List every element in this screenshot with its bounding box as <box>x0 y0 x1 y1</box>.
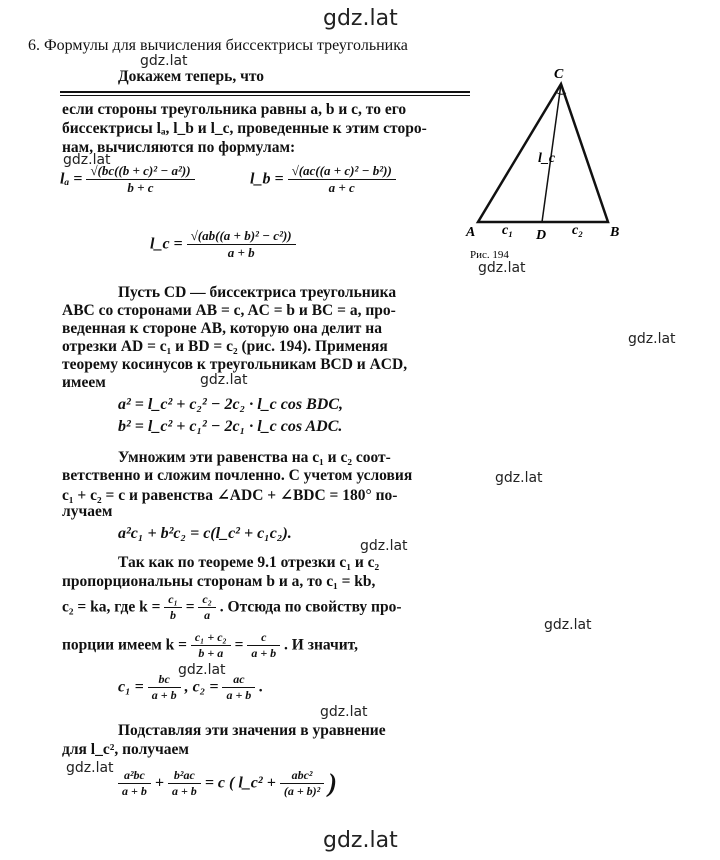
eq4-fraction-3-num: abc² <box>280 768 324 784</box>
proof-p3-line-4 <box>62 630 358 661</box>
k-fraction-4-num: c <box>247 630 280 646</box>
proof-line-5: теорему косинусов к треугольникам BCD и ACD, <box>62 356 408 373</box>
proof-line-2: ABC со сторонами AB = c, AC = b и BC = a, про- <box>62 302 396 319</box>
equals-sign: = <box>234 636 244 654</box>
watermark: gdz.lat <box>178 662 226 678</box>
proof-p3-line-3-start: c₂ = ka, где k = <box>62 598 161 616</box>
equals-sign: = <box>185 598 195 616</box>
eq4-fraction-1-den: a + b <box>122 784 147 798</box>
watermark: gdz.lat <box>320 704 368 720</box>
watermark: gdz.lat <box>140 53 188 69</box>
formula-lc-denominator: a + b <box>227 245 255 260</box>
intro-line: Докажем теперь, что <box>118 68 264 85</box>
proof-p3-line-3-end: . Отсюда по свойству про- <box>219 598 402 616</box>
eq4-fraction-3-den: (a + b)² <box>283 784 321 798</box>
formula-lb-fraction <box>288 163 396 196</box>
divider-rule-thin <box>60 95 470 96</box>
proof-line-3: веденная к стороне AB, которую она делит на <box>62 320 382 337</box>
c1-numerator: bc <box>148 672 181 688</box>
point-d-label: D <box>536 228 547 243</box>
k-fraction-4-den: a + b <box>251 646 277 660</box>
proof-p4-line-2: для l_c², получаем <box>62 741 189 758</box>
eq4-fraction-2-den: a + b <box>171 784 197 798</box>
theorem-line-2: биссектрисы lₐ, l_b и l_c, проведенные к этим сторо- <box>62 120 427 137</box>
watermark: gdz.lat <box>495 470 543 486</box>
watermark: gdz.lat <box>66 760 114 776</box>
formula-lb <box>250 163 396 196</box>
proof-line-1: Пусть CD — биссектриса треугольника <box>118 284 397 301</box>
formula-la-lhs: lₐ = <box>60 170 83 188</box>
segment-c2-label: c₂ <box>572 223 584 238</box>
k-fraction-3-den: b + a <box>198 646 224 660</box>
c2-lhs: , c₂ = <box>184 678 219 696</box>
k-fraction-4 <box>247 630 280 661</box>
eq4-end: ) <box>328 768 337 798</box>
watermark: gdz.lat <box>544 617 592 633</box>
formula-lb-denominator: a + c <box>328 180 355 195</box>
formula-lc-lhs: l_c = <box>150 235 183 253</box>
proof-p3-line-2: пропорциональны сторонам b и a, то c₁ = kb, <box>62 573 376 590</box>
period: . <box>259 678 264 696</box>
theorem-line-3: нам, вычисляются по формулам: <box>62 139 296 156</box>
eq4-plus: + <box>154 774 164 792</box>
proof-line-4: отрезки AD = c₁ и BD = c₂ (рис. 194). Применяя <box>62 338 388 355</box>
k-fraction-2 <box>198 592 216 623</box>
vertex-c-label: C <box>554 67 564 82</box>
watermark: gdz.lat <box>63 152 111 168</box>
c2-fraction <box>222 672 255 703</box>
k-fraction-3 <box>191 630 231 661</box>
c1-denominator: a + b <box>151 688 177 702</box>
k-fraction-2-den: a <box>204 608 211 622</box>
proof-line-6: имеем <box>62 374 106 391</box>
watermark: gdz.lat <box>200 372 248 388</box>
formula-lc <box>150 228 296 261</box>
eq4-fraction-2 <box>168 768 201 799</box>
k-fraction-2-num: c₂ <box>198 592 216 608</box>
watermark-bottom: gdz.lat <box>323 828 398 853</box>
k-fraction-3-num: c₁ + c₂ <box>191 630 231 646</box>
formula-la-denominator: b + c <box>127 180 154 195</box>
triangle-figure <box>458 62 678 262</box>
watermark-top: gdz.lat <box>323 6 398 31</box>
eq4-fraction-2-num: b²ac <box>168 768 201 784</box>
equation-2: b² = l_c² + c₁² − 2c₁ · l_c cos ADC. <box>118 418 343 435</box>
c2-denominator: a + b <box>226 688 252 702</box>
vertex-a-label: A <box>466 225 476 240</box>
proof-p3-line-3 <box>62 592 402 623</box>
k-fraction-1-den: b <box>170 608 177 622</box>
c1-fraction <box>148 672 181 703</box>
proof-p4-line-1: Подставляя эти значения в уравнение <box>118 722 386 739</box>
watermark: gdz.lat <box>478 260 526 276</box>
eq4-fraction-1 <box>118 768 151 799</box>
formula-lc-numerator: √(ab((a + b)² − c²)) <box>187 228 296 245</box>
equation-3: a²c₁ + b²c₂ = c(l_c² + c₁c₂). <box>118 525 292 542</box>
proof-p3-line-4-start: порции имеем k = <box>62 636 187 654</box>
proof-p2-line-3: c₁ + c₂ = c и равенства ∠ADC + ∠BDC = 180° по- <box>62 487 398 504</box>
proof-p3-line-1: Так как по теореме 9.1 отрезки c₁ и c₂ <box>118 554 380 571</box>
formula-la-fraction <box>86 163 194 196</box>
proof-p2-line-4: лучаем <box>62 503 113 520</box>
segment-c1-label: c₁ <box>502 223 514 238</box>
equation-1: a² = l_c² + c₂² − 2c₂ · l_c cos BDC, <box>118 396 343 413</box>
c1-c2-formula <box>118 672 263 703</box>
proof-p2-line-1: Умножим эти равенства на c₁ и c₂ соот- <box>118 449 391 466</box>
figure-caption: Рис. 194 <box>470 249 509 261</box>
formula-la-numerator: √(bc((b + c)² − a²)) <box>86 163 194 180</box>
k-fraction-1-num: c₁ <box>164 592 182 608</box>
watermark: gdz.lat <box>628 331 676 347</box>
theorem-line-1: если стороны треугольника равны a, b и c, то его <box>62 101 407 118</box>
proof-p2-line-2: ветственно и сложим почленно. С учетом условия <box>62 467 413 484</box>
equation-4 <box>118 768 337 799</box>
eq4-fraction-3 <box>280 768 324 799</box>
vertex-b-label: B <box>610 225 620 240</box>
formula-lb-lhs: l_b = <box>250 170 284 188</box>
c2-numerator: ac <box>222 672 255 688</box>
section-heading: 6. Формулы для вычисления биссектрисы треугольника <box>28 37 408 54</box>
watermark: gdz.lat <box>360 538 408 554</box>
divider-rule <box>60 91 470 93</box>
k-fraction-1 <box>164 592 182 623</box>
proof-p3-line-4-end: . И значит, <box>284 636 358 654</box>
eq4-fraction-1-num: a²bc <box>118 768 151 784</box>
formula-lc-fraction <box>187 228 296 261</box>
bisector-lc-label: l_c <box>538 151 556 166</box>
formula-lb-numerator: √(ac((a + c)² − b²)) <box>288 163 396 180</box>
eq4-middle: = c ( l_c² + <box>204 774 276 792</box>
formula-la <box>60 163 195 196</box>
c1-lhs: c₁ = <box>118 678 144 696</box>
